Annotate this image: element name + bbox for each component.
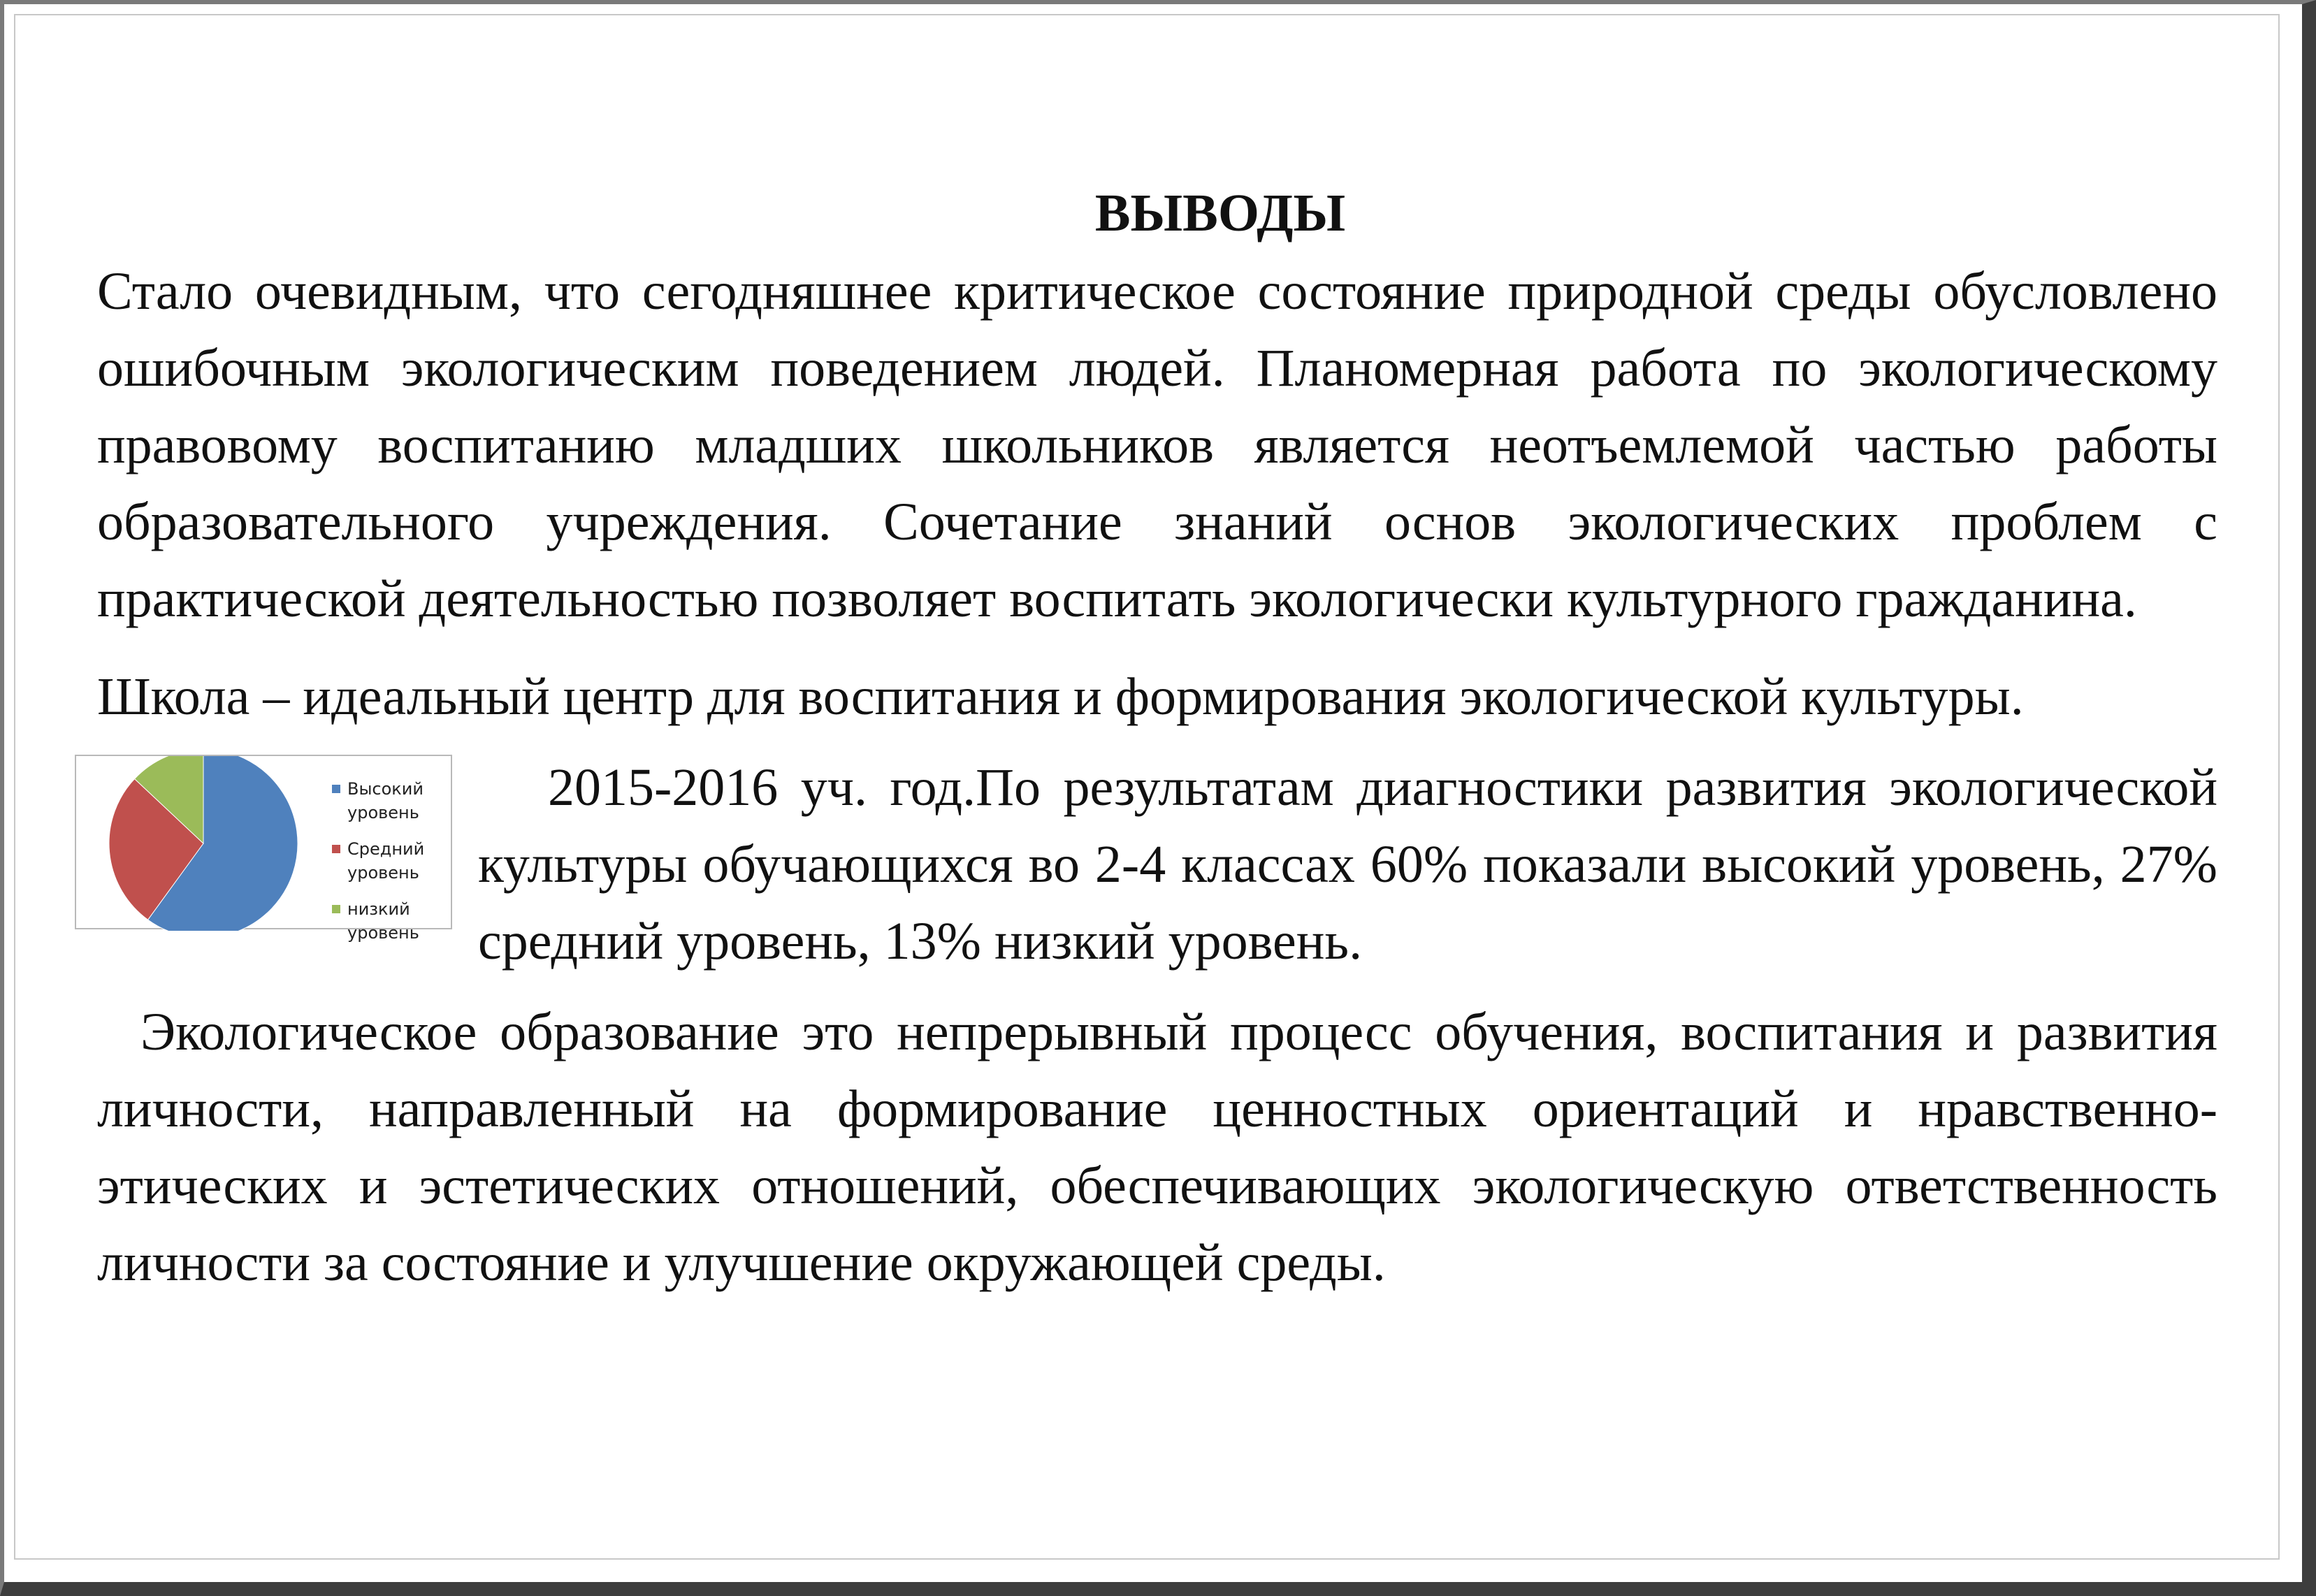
legend-label: низкий: [347, 899, 410, 919]
paragraph-education: Экологическое образование это непрерывный процесс обучения, воспитания и развития личности, направленный на формирование ценностных ориентаций и нравственно-этических и эстетических отношений, обеспечивающих экологическую ответственность личности за состояние и улучшение окружающей среды.: [97, 1003, 2217, 1292]
legend-swatch-medium: [332, 845, 340, 853]
paragraph-conclusion: Стало очевидным, что сегодняшнее критическое состояние природной среды обусловлено ошибочным экологическим поведением людей. Планомерная работа по экологическому правовому воспитанию младших школьников является неотъемлемой частью работы образовательного учреждения. Сочетание знаний основ экологических проблем с практической деятельностью позволяет воспитать экологически культурного гражданина.: [97, 262, 2217, 628]
paragraph-diagnostics: 2015-2016 уч. год.По результатам диагностики развития экологической культуры обучающихся во 2-4 классах 60% показали высокий уровень, 27% средний уровень, 13% низкий уровень.: [478, 758, 2217, 971]
document-body: [97, 175, 2217, 1301]
legend-label: уровень: [347, 923, 419, 943]
legend-label: уровень: [347, 803, 419, 822]
page-title: ВЫВОДЫ: [1094, 184, 1346, 242]
legend-label: уровень: [347, 863, 419, 883]
chart-legend: [332, 777, 452, 957]
legend-swatch-low: [332, 905, 340, 913]
chart-section: [97, 749, 2217, 980]
legend-item-high: [332, 777, 452, 825]
legend-item-low: [332, 897, 452, 945]
diagnostics-text: [478, 749, 2217, 980]
legend-label: Высокий: [347, 779, 424, 799]
legend-swatch-high: [332, 785, 340, 793]
legend-item-medium: [332, 837, 452, 885]
pie-chart: [75, 755, 452, 943]
legend-label: Средний: [347, 839, 425, 859]
paragraph-school: Школа – идеальный центр для воспитания и формирования экологической культуры.: [97, 667, 2024, 726]
